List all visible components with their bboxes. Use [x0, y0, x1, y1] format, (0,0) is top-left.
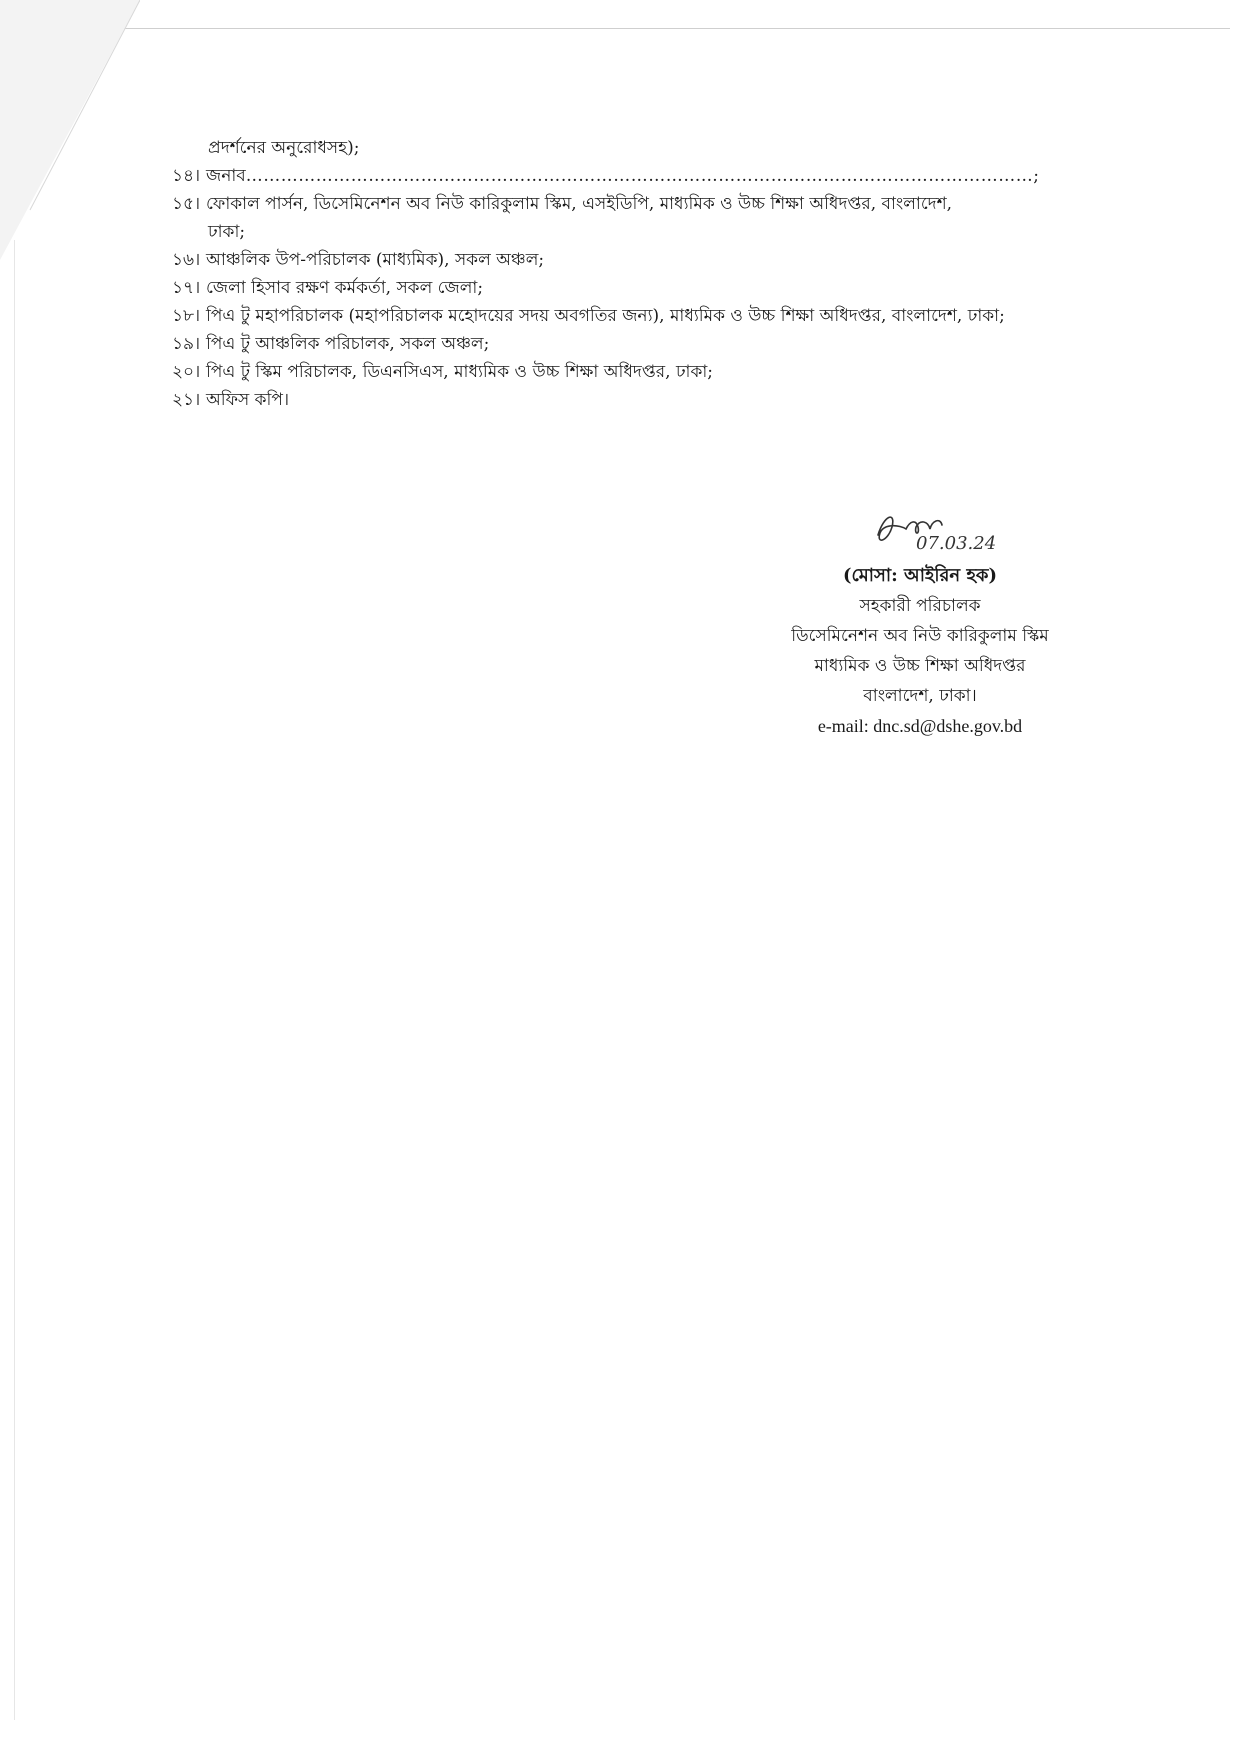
- list-item-text: প্রদর্শনের অনুরোধসহ);: [208, 138, 360, 158]
- list-item-number: ১৮।: [172, 306, 201, 326]
- blank-dotted-line: ………………………………………………………………………………………………………………………;: [245, 166, 1040, 186]
- signatory-project: ডিসেমিনেশন অব নিউ কারিকুলাম স্কিম: [791, 626, 1049, 646]
- list-item-text: জনাব: [206, 166, 246, 186]
- scan-fold-shadow: [0, 0, 140, 260]
- list-item-text: জেলা হিসাব রক্ষণ কর্মকর্তা, সকল জেলা;: [206, 278, 484, 298]
- list-item-continuation: [172, 218, 1072, 246]
- signatory-designation: সহকারী পরিচালক: [859, 596, 981, 616]
- list-item-text: আঞ্চলিক উপ-পরিচালক (মাধ্যমিক), সকল অঞ্চল;: [206, 250, 545, 270]
- signatory-name: (মোসা: আইরিন হক): [842, 565, 998, 586]
- list-item: [172, 330, 1072, 358]
- list-item: [172, 246, 1072, 274]
- list-item: [172, 358, 1072, 386]
- list-item-text-wrap: [206, 162, 1072, 190]
- signature-block: [740, 505, 1100, 741]
- signatory-office: মাধ্যমিক ও উচ্চ শিক্ষা অধিদপ্তর: [814, 656, 1026, 676]
- scan-left-edge: [14, 240, 15, 1720]
- list-item-number: ১৯।: [172, 334, 201, 354]
- list-item: [172, 274, 1072, 302]
- list-item-text: অফিস কপি।: [206, 390, 290, 410]
- list-item: [172, 162, 1072, 190]
- signatory-location: বাংলাদেশ, ঢাকা।: [863, 686, 977, 706]
- list-item-number: ১৬।: [172, 250, 201, 270]
- list-item-text: ফোকাল পার্সন, ডিসেমিনেশন অব নিউ কারিকুলাম স্কিম, এসইডিপি, মাধ্যমিক ও উচ্চ শিক্ষা অধিদপ্তর, বাংলাদেশ,: [206, 194, 953, 214]
- list-item-number: ১৪।: [172, 166, 201, 186]
- list-item-continuation: [172, 134, 1072, 162]
- list-item-number: ২১।: [172, 390, 201, 410]
- list-item: [172, 302, 1072, 330]
- list-item: [172, 190, 1072, 218]
- signatory-email: e-mail: dnc.sd@dshe.gov.bd: [817, 716, 1023, 736]
- list-item-number: ১৫।: [172, 194, 201, 214]
- list-item-text: ঢাকা;: [208, 222, 246, 242]
- cc-distribution-list: [172, 134, 1072, 414]
- list-item-number: ২০।: [172, 362, 201, 382]
- signature-date: 07.03.24: [916, 533, 997, 553]
- list-item-text: পিএ টু মহাপরিচালক (মহাপরিচালক মহোদয়ের সদয় অবগতির জন্য), মাধ্যমিক ও উচ্চ শিক্ষা অধিদপ্তর, বাংলাদেশ, ঢাকা;: [206, 306, 1005, 326]
- scan-edge-line: [120, 28, 1230, 29]
- list-item: [172, 386, 1072, 414]
- list-item-number: ১৭।: [172, 278, 201, 298]
- list-item-text: পিএ টু আঞ্চলিক পরিচালক, সকল অঞ্চল;: [206, 334, 490, 354]
- list-item-text: পিএ টু স্কিম পরিচালক, ডিএনসিএস, মাধ্যমিক ও উচ্চ শিক্ষা অধিদপ্তর, ঢাকা;: [206, 362, 714, 382]
